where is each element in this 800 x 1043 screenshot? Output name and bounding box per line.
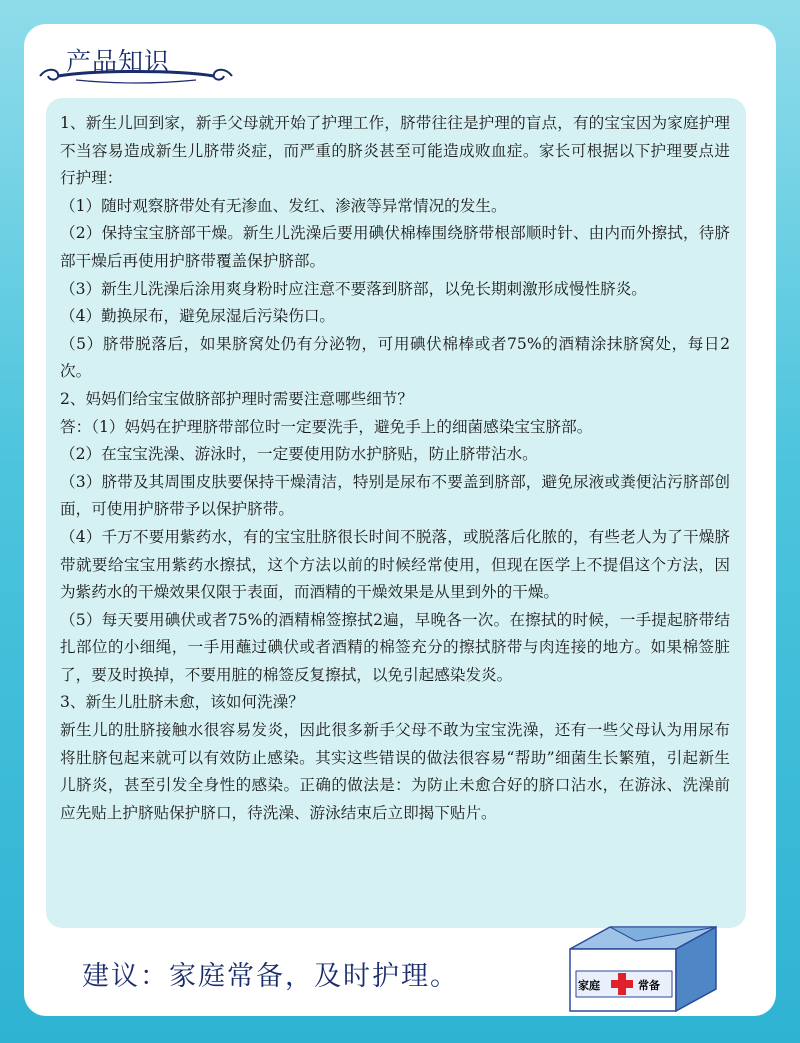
- content-paragraph: （4）勤换尿布，避免尿湿后污染伤口。: [60, 307, 336, 326]
- content-paragraph: （2）保持宝宝脐部干燥。新生儿洗澡后要用碘伏棉棒围绕脐带根部顺时针、由内而外擦拭，待脐部干燥后再使用护脐带覆盖保护脐部。: [60, 224, 730, 270]
- flourish-ornament-icon: [36, 66, 236, 86]
- section-title: 产品知识: [66, 47, 171, 76]
- content-paragraph: 2、妈妈们给宝宝做脐部护理时需要注意哪些细节？: [60, 389, 413, 408]
- content-paragraph: （4）千万不要用紫药水，有的宝宝肚脐很长时间不脱落，或脱落后化脓的，有些老人为了干燥脐带就要给宝宝用紫药水擦拭，这个方法以前的时候经常使用，但现在医学上不提倡这个方法，因为紫药水的干燥效果仅限于表面，而酒精的干燥效果是从里到外的干燥。: [60, 527, 730, 602]
- box-label-left: 家庭: [578, 979, 600, 992]
- content-paragraph: （5）脐带脱落后，如果脐窝处仍有分泌物，可用碘伏棉棒或者75%的酒精涂抹脐窝处，每日2次。: [60, 334, 730, 381]
- content-paragraph: （2）在宝宝洗澡、游泳时，一定要使用防水护脐贴，防止脐带沾水。: [60, 445, 538, 464]
- content-paragraph: 答：（1）妈妈在护理脐带部位时一定要洗手，避免手上的细菌感染宝宝脐部。: [60, 417, 593, 436]
- content-panel: [46, 98, 746, 928]
- content-paragraph: （5）每天要用碘伏或者75%的酒精棉签擦拭2遍，早晚各一次。在擦拭的时候，一手提起脐带结扎部位的小细绳，一手用蘸过碘伏或者酒精的棉签充分的擦拭脐带与肉连接的地方。如果棉签脏了，要及时换掉，不要用脏的棉签反复擦拭，以免引起感染发炎。: [60, 610, 730, 684]
- first-aid-box-logo: [566, 925, 746, 1015]
- content-paragraph: 3、新生儿肚脐未愈，该如何洗澡？: [60, 693, 304, 712]
- box-label-right: 常备: [638, 979, 660, 992]
- content-paragraph: （3）新生儿洗澡后涂用爽身粉时应注意不要落到脐部，以免长期刺激形成慢性脐炎。: [60, 279, 647, 298]
- content-paragraph: （1）随时观察脐带处有无渗血、发红、渗液等异常情况的发生。: [60, 196, 507, 215]
- content-paragraph: 新生儿的肚脐接触水很容易发炎，因此很多新手父母不敢为宝宝洗澡，还有一些父母认为用尿布将肚脐包起来就可以有效防止感染。其实这些错误的做法很容易“帮助”细菌生长繁殖，引起新生儿脐炎，甚至引发全身性的感染。正确的做法是：为防止未愈合好的脐口沾水，在游泳、洗澡前应先贴上护脐贴保护脐口，待洗澡、游泳结束后立即揭下贴片。: [60, 721, 730, 822]
- content-paragraph: 1、新生儿回到家，新手父母就开始了护理工作，脐带往往是护理的盲点，有的宝宝因为家庭护理不当容易造成新生儿脐带炎症，而严重的脐炎甚至可能造成败血症。家长可根据以下护理要点进行护理：: [60, 114, 730, 188]
- content-paragraph: （3）脐带及其周围皮肤要保持干燥清洁，特别是尿布不要盖到脐部，避免尿液或粪便沾污脐部创面，可使用护脐带予以保护脐带。: [60, 472, 730, 519]
- section-header: [36, 36, 236, 86]
- suggestion-text: 建议：家庭常备，及时护理。: [82, 961, 459, 992]
